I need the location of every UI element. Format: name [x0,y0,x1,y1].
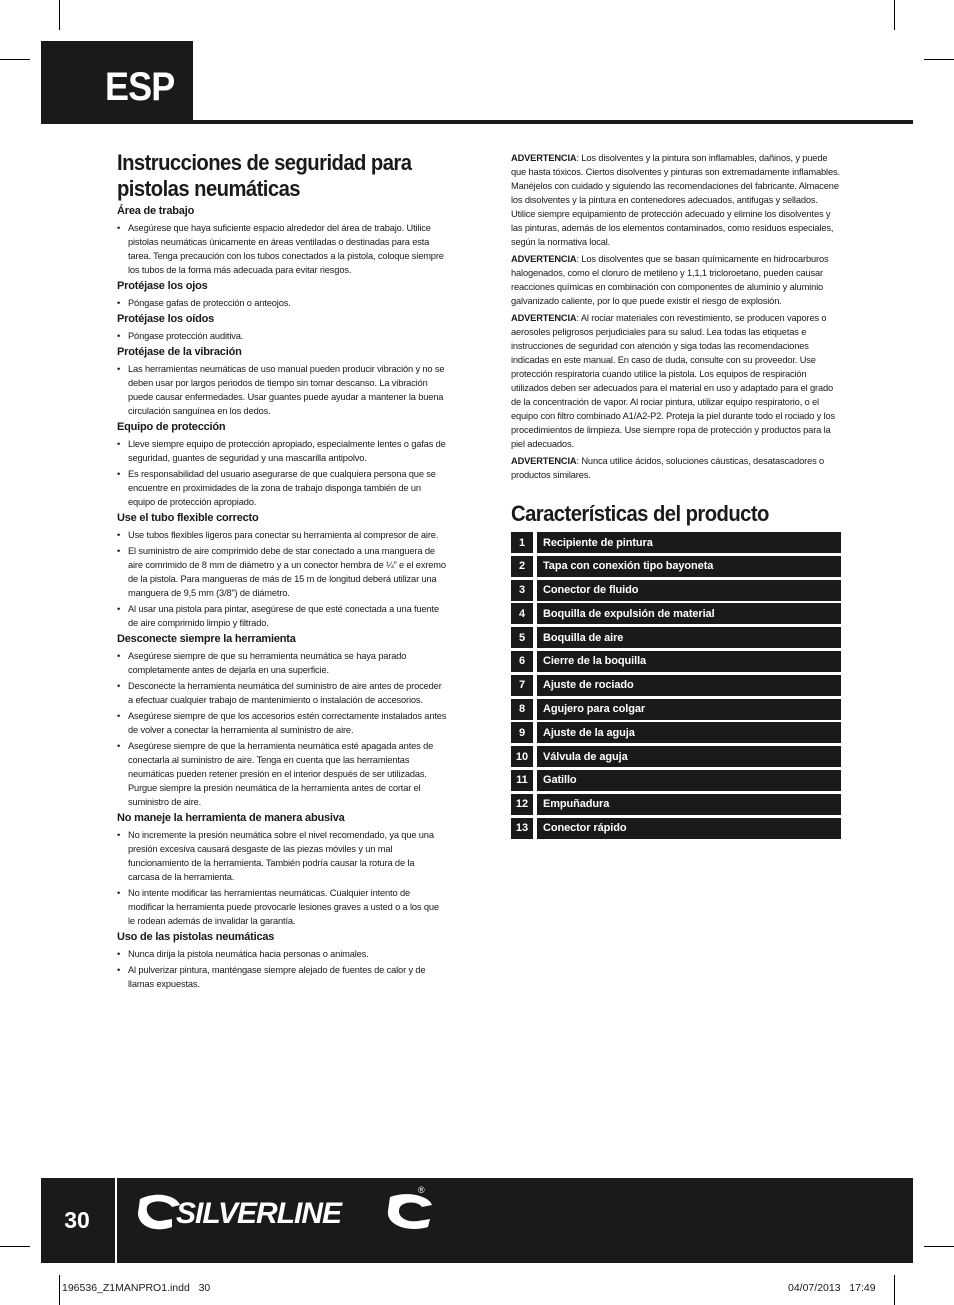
feature-number: 13 [511,818,533,839]
feature-label: Conector rápido [537,818,841,839]
safety-list-item: • Lleve siempre equipo de protección apropiado, especialmente lentes o gafas de seguridad, guantes de seguridad y una mascarilla antipolvo. [117,437,447,465]
crop-mark [59,0,60,30]
feature-label: Conector de fluido [537,580,841,601]
feature-label: Ajuste de la aguja [537,722,841,743]
safety-list [117,221,447,277]
safety-list-item: • Asegúrese siempre de que los accesorios estén correctamente instalados antes de volver a conectar la herramienta al suministro de aire. [117,709,447,737]
crop-mark [924,59,954,60]
safety-heading: Protéjase los oídos [117,313,215,325]
feature-label: Boquilla de aire [537,627,841,648]
safety-heading: Uso de las pistolas neumáticas [117,931,275,943]
feature-number: 12 [511,794,533,815]
feature-row [511,699,841,720]
feature-number: 9 [511,722,533,743]
safety-list-item: • Es responsabilidad del usuario asegurarse de que cualquiera persona que se encuentre en proximidades de la zona de trabajo disponga también de un equipo de protección apropiado. [117,467,447,509]
safety-heading: Desconecte siempre la herramienta [117,633,296,645]
feature-row [511,675,841,696]
safety-heading: Use el tubo flexible correcto [117,512,259,524]
safety-heading: Protéjase de la vibración [117,346,242,358]
feature-row [511,794,841,815]
safety-list-item: • Póngase protección auditiva. [117,329,447,343]
feature-number: 6 [511,651,533,672]
safety-list-item: • Póngase gafas de protección o anteojos. [117,296,447,310]
feature-row [511,532,841,553]
page-number: 30 [64,1207,90,1233]
feature-number: 10 [511,746,533,767]
warning-text: : Los disolventes que se basan químicamente en hidrocarburos halogenados, como el cloruro de metileno y 1,1,1 tricloroetano, pueden causar reacciones químicas en combinación con componentes de aluminio y aluminio galvanizado caliente, por lo que puede existir el riesgo de explosión. [511,254,829,306]
safety-list-item: • Nunca dirija la pistola neumática hacia personas o animales. [117,947,447,961]
safety-heading: Área de trabajo [117,205,195,217]
footer-bar [41,1178,913,1263]
warnings [511,151,841,482]
feature-label: Tapa con conexión tipo bayoneta [537,556,841,577]
feature-row [511,770,841,791]
feature-label: Agujero para colgar [537,699,841,720]
safety-instructions [117,150,447,993]
feature-label: Ajuste de rociado [537,675,841,696]
safety-list [117,329,447,343]
warning-label: ADVERTENCIA [511,456,577,466]
feature-number: 5 [511,627,533,648]
crop-mark [0,1246,30,1247]
safety-list [117,947,447,991]
header-rule [41,120,913,124]
feature-number: 3 [511,580,533,601]
warning-text: : Al rociar materiales con revestimiento, se producen vapores o aerosoles peligrosos perjudiciales para su salud. Lea todas las etiquetas e instrucciones de seguridad con atención y siga todas las recomendaciones indicadas en este manual. En caso de duda, consulte con su proveedor. Use protección respiratoria cuando utilice la pistola. Los equipos de respiración utilizados deben ser adecuados para el material en uso y adaptado para el grado de la concentración de vapor. Al rociar pintura, utilizar equipo respiratorio, o el equipo con filtro combinado A1/A2-P2. Proteja la piel durante todo el rociado y los procedimientos de limpieza. Use siempre ropa de protección y productos para la piel adecuados. [511,313,835,449]
feature-number: 11 [511,770,533,791]
feature-number: 7 [511,675,533,696]
warning-paragraph [511,151,841,249]
feature-label: Boquilla de expulsión de material [537,603,841,624]
feature-row [511,746,841,767]
language-tab [41,41,193,122]
safety-list-item: • No incremente la presión neumática sobre el nivel recomendado, ya que una presión excesiva causará desgaste de las piezas móviles y un mal funcionamiento de la herramienta. También podría causar la rotura de la carcasa de la herramienta. [117,828,447,884]
safety-list-item: • El suministro de aire comprimido debe de star conectado a una manguera de aire comrimido de 8 mm de diámetro y a un conector hembra de ¼” e el exremo de la pistola. Para mangueras de más de 15 m de longitud deberá utilizar una manguera de 9,5 mm (3/8”) de diámetro. [117,544,447,600]
feature-number: 2 [511,556,533,577]
warning-label: ADVERTENCIA [511,313,577,323]
feature-row [511,818,841,839]
feature-row [511,556,841,577]
crop-mark [924,1246,954,1247]
safety-list-item: • Asegúrese siempre de que su herramienta neumática se haya parado completamente antes de dejarla en una superficie. [117,649,447,677]
safety-list [117,528,447,630]
warning-text: : Nunca utilice ácidos, soluciones cáusticas, desatascadores o productos similares. [511,456,825,480]
safety-list [117,649,447,809]
feature-label: Gatillo [537,770,841,791]
feature-row [511,627,841,648]
feature-number: 1 [511,532,533,553]
safety-list-item: • Al pulverizar pintura, manténgase siempre alejado de fuentes de calor y de llamas expuestas. [117,963,447,991]
crop-mark [59,1275,60,1305]
feature-label: Recipiente de pintura [537,532,841,553]
feature-label: Empuñadura [537,794,841,815]
feature-number: 8 [511,699,533,720]
registered-mark: ® [418,1185,425,1195]
safety-list [117,828,447,928]
feature-label: Válvula de aguja [537,746,841,767]
language-code: ESP [105,65,175,109]
feature-row [511,651,841,672]
warning-paragraph [511,454,841,482]
safety-title: Instrucciones de seguridad para pistolas neumáticas [117,150,412,201]
safety-list-item: • No intente modificar las herramientas neumáticas. Cualquier intento de modificar la herramienta puede provocarle lesiones graves a usted o a los que le rodean además de invalidar la garantía. [117,886,447,928]
feature-number: 4 [511,603,533,624]
safety-list-item: • Asegúrese siempre de que la herramienta neumática esté apagada antes de conectarla al suministro de aire. Tenga en cuenta que las herramientas neumáticas pueden retener presión en el interior después de ser utilizadas. Purgue siempre la presión neumática de la herramienta antes de cortar el suministro de aire. [117,739,447,809]
safety-list [117,296,447,310]
warning-paragraph [511,252,841,308]
feature-row [511,580,841,601]
silverline-logo [136,1191,436,1233]
warning-paragraph [511,311,841,451]
warning-label: ADVERTENCIA [511,254,577,264]
right-column [511,151,841,841]
feature-label: Cierre de la boquilla [537,651,841,672]
safety-list-item: • Desconecte la herramienta neumática del suministro de aire antes de proceder a efectuar cualquier trabajo de mantenimiento o instalación de accesorios. [117,679,447,707]
feature-row [511,722,841,743]
warning-label: ADVERTENCIA [511,153,577,163]
safety-sections [117,205,447,991]
crop-mark [894,1275,895,1305]
safety-list-item: • Use tubos flexibles ligeros para conectar su herramienta al compresor de aire. [117,528,447,542]
feature-row [511,603,841,624]
safety-list [117,362,447,418]
safety-heading: Equipo de protección [117,421,226,433]
safety-list-item: • Las herramientas neumáticas de uso manual pueden producir vibración y no se deben usar por largos periodos de tiempo sin tomar descanso. La vibración puede causar enfermedades. Usar guantes puede ayudar a mantener la buena circulación sanguínea en los dedos. [117,362,447,418]
features-title: Características del producto [511,501,769,526]
warning-text: : Los disolventes y la pintura son inflamables, dañinos, y puede que hasta tóxicos. Ciertos disolventes y pinturas son extremadamente inflamables. Manéjelos con cuidado y siguiendo las recomendaciones del fabricante. Almacene los disolventes y la pintura en contenedores adecuados, antifugas y sellados. Utilice siempre equipamiento de protección adecuado y elimine los disolventes y las pinturas, además de los elementos contaminados, como residuos especiales, según la normativa local. [511,153,840,247]
print-slug-file: 196536_Z1MANPRO1.indd 30 [62,1282,211,1294]
safety-list-item: • Asegúrese que haya suficiente espacio alrededor del área de trabajo. Utilice pistolas neumáticas únicamente en áreas ventiladas o destinadas para esta tarea. Tenga precaución con los tubos conectados a la pistola, coloque siempre los tubos de la forma más adecuada para evitar riesgos. [117,221,447,277]
print-slug-date: 04/07/2013 17:49 [788,1282,876,1294]
logo-text: SILVERLINE [176,1197,342,1230]
features-list [511,532,841,839]
safety-list [117,437,447,509]
footer-divider [115,1178,117,1263]
safety-list-item: • Al usar una pistola para pintar, asegúrese de que esté conectada a una fuente de aire comprimido limpio y filtrado. [117,602,447,630]
crop-mark [894,0,895,30]
safety-heading: No maneje la herramienta de manera abusiva [117,812,345,824]
crop-mark [0,59,30,60]
safety-heading: Protéjase los ojos [117,280,208,292]
